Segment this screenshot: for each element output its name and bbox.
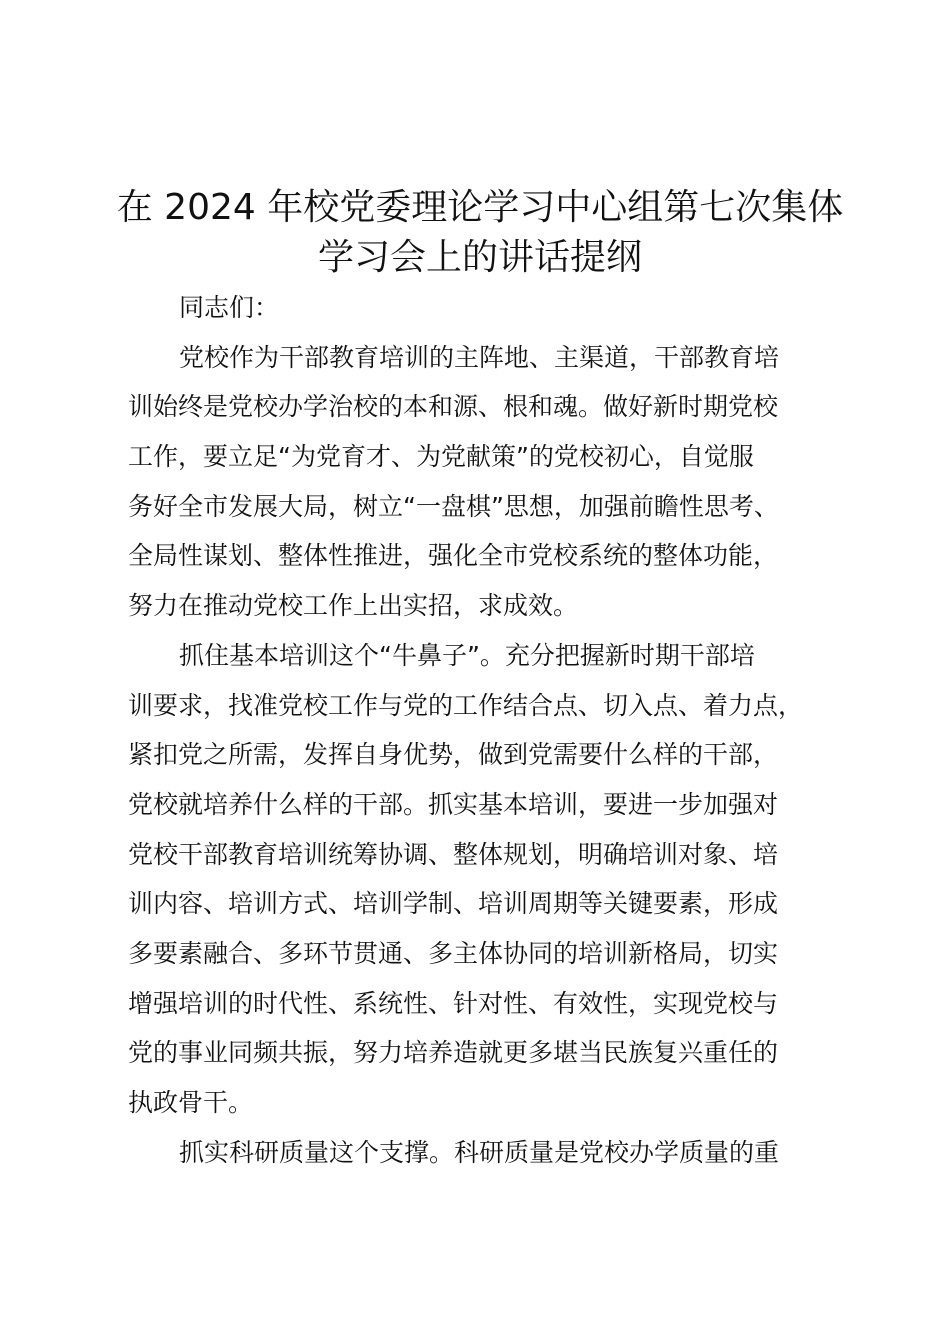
title-line: 学习会上的讲话提纲	[317, 237, 642, 278]
salutation: 同志们：	[179, 293, 280, 322]
text-line: 工作，要立足“为党育才、为党献策”的党校初心，自觉服	[128, 442, 754, 472]
text-line: 训要求，找准党校工作与党的工作结合点、切入点、着力点，	[128, 690, 804, 720]
text-line: 努力在推动党校工作上出实招，求成效。	[128, 591, 579, 621]
document-body	[128, 283, 838, 1177]
text-line: 执政骨干。	[128, 1088, 254, 1117]
text-line: 增强培训的时代性、系统性、针对性、有效性，实现党校与	[128, 988, 779, 1018]
text-line: 党校作为干部教育培训的主阵地、主渠道，干部教育培	[179, 342, 780, 372]
title-line: 在 2024 年校党委理论学习中心组第七次集体	[116, 187, 844, 228]
text-line: 训始终是党校办学治校的本和源、根和魂。做好新时期党校	[128, 392, 779, 422]
paragraph-3	[128, 1128, 838, 1178]
text-line: 党校就培养什么样的干部。抓实基本培训，要进一步加强对	[128, 789, 779, 819]
text-line: 紧扣党之所需，发挥自身优势，做到党需要什么样的干部，	[128, 740, 779, 770]
text-line: 抓住基本培训这个“牛鼻子”。充分把握新时期干部培	[179, 640, 755, 670]
document-title	[100, 183, 860, 283]
text-line: 党校干部教育培训统筹协调、整体规划，明确培训对象、培	[128, 839, 779, 869]
text-line: 务好全市发展大局，树立“一盘棋”思想，加强前瞻性思考、	[128, 491, 779, 521]
paragraph-2	[128, 631, 838, 1128]
text-line: 训内容、培训方式、培训学制、培训周期等关键要素，形成	[128, 889, 779, 919]
text-line: 抓实科研质量这个支撑。科研质量是党校办学质量的重	[179, 1137, 780, 1167]
text-line: 多要素融合、多环节贯通、多主体协同的培训新格局，切实	[128, 938, 779, 968]
text-line: 党的事业同频共振，努力培养造就更多堪当民族复兴重任的	[128, 1038, 779, 1068]
text-line: 全局性谋划、整体性推进，强化全市党校系统的整体功能，	[128, 541, 779, 571]
paragraph-1	[128, 333, 838, 631]
